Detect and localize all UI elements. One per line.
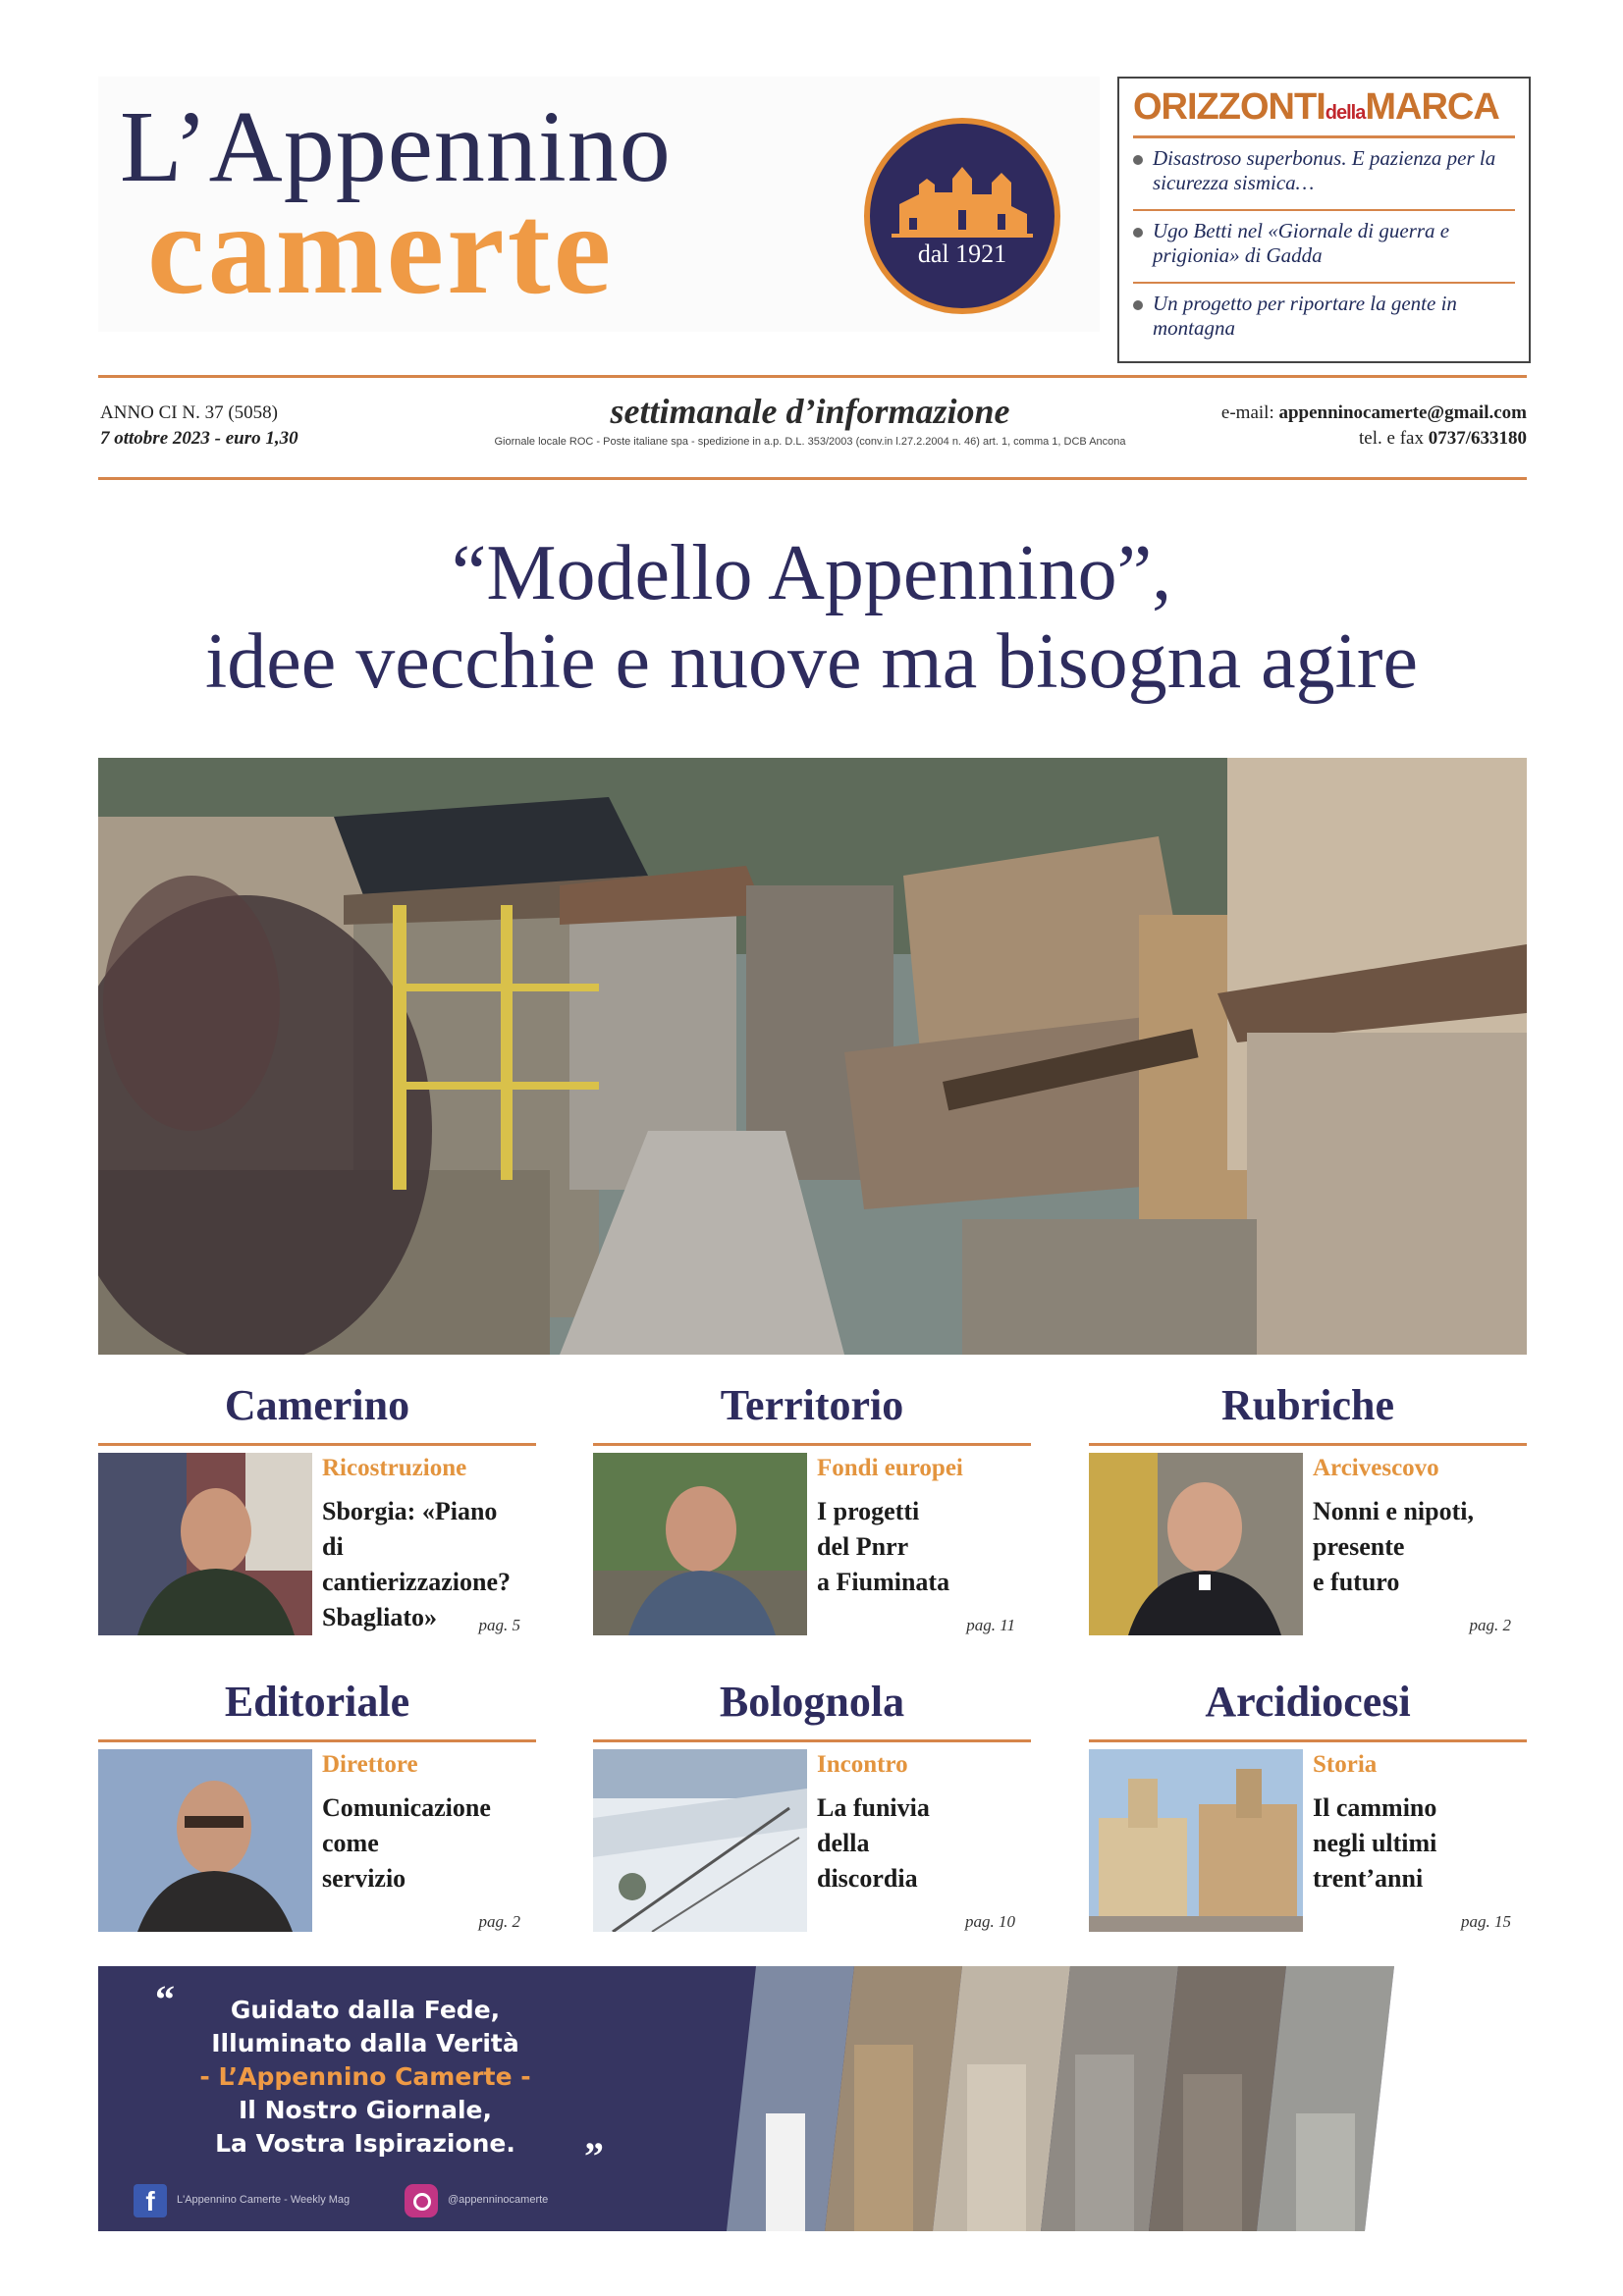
orizzonti-item-text: Disastroso superbonus. E pazienza per la sicurezza sismica… [1153, 146, 1496, 195]
seal-emblem [864, 118, 1060, 314]
churches-photo [1089, 1749, 1303, 1932]
logo-title: L’Appennino [120, 90, 672, 203]
slogan-line: Illuminato dalla Verità [211, 2029, 519, 2057]
section-category: Fondi europei [817, 1455, 963, 1481]
teaser-line: Comunicazione [322, 1793, 491, 1822]
banner-photo-collage [727, 1966, 1527, 2231]
issue-kicker-block [461, 391, 1159, 448]
slogan-line: Il Nostro Giornale, [239, 2096, 492, 2124]
divider [98, 1443, 536, 1446]
teaser-line: di cantierizzazione? [322, 1531, 512, 1596]
teaser-line: La funivia [817, 1793, 930, 1822]
phone-label: tel. e fax [1359, 427, 1424, 449]
orizzonti-item[interactable] [1133, 292, 1515, 347]
headline-line1: “Modello Appennino”, [451, 530, 1172, 616]
page-reference: pag. 5 [478, 1616, 520, 1634]
orizzonti-logo [1133, 88, 1515, 126]
teaser-line: trent’anni [1313, 1863, 1424, 1893]
masthead-logo [98, 77, 1100, 332]
email-line [1139, 400, 1527, 426]
teaser-line: e futuro [1313, 1567, 1400, 1596]
section-teaser [817, 1494, 1028, 1600]
slogan-line: Guidato dalla Fede, [230, 1996, 501, 2024]
bullet-icon [1133, 155, 1143, 165]
slogan-line: - L’Appennino Camerte - [199, 2062, 531, 2091]
teaser-line: Nonni e nipoti, [1313, 1497, 1474, 1525]
section-teaser [1313, 1790, 1524, 1896]
orizzonti-item[interactable] [1133, 219, 1515, 274]
orizzonti-item-text: Ugo Betti nel «Giornale di guerra e prigionia» di Gadda [1153, 219, 1450, 268]
page-reference: pag. 2 [1469, 1616, 1511, 1634]
divider [1133, 282, 1515, 284]
card-photo-portrait [98, 1453, 312, 1635]
teaser-line: del Pnrr [817, 1531, 909, 1561]
section-title: Territorio [720, 1381, 904, 1429]
section-title: Bolognola [719, 1678, 905, 1726]
phone-line [1139, 426, 1527, 452]
section-title: Arcidiocesi [1205, 1678, 1411, 1726]
section-category: Ricostruzione [322, 1455, 467, 1481]
email-link[interactable]: appenninocamerte@gmail.com [1278, 402, 1527, 423]
section-card-editoriale[interactable] [98, 1678, 536, 1931]
instagram-icon[interactable] [405, 2184, 438, 2217]
main-headline[interactable] [79, 530, 1544, 706]
divider [1133, 209, 1515, 211]
close-quote-mark: ” [584, 2134, 604, 2178]
instagram-handle[interactable]: @appenninocamerte [448, 2194, 549, 2206]
section-card-camerino[interactable] [98, 1381, 536, 1634]
teaser-line: I progetti [817, 1497, 920, 1525]
page-reference: pag. 15 [1461, 1912, 1511, 1931]
headline-line2: idee vecchie e nuove ma bisogna agire [205, 617, 1418, 705]
card-photo-portrait [98, 1749, 312, 1932]
bullet-icon [1133, 300, 1143, 310]
divider [593, 1443, 1031, 1446]
issue-info [100, 400, 298, 451]
page-reference: pag. 11 [966, 1616, 1015, 1634]
divider [1089, 1739, 1527, 1742]
orizzonti-title-part1: ORIZZONTI [1133, 86, 1325, 128]
main-photo-earthquake-village[interactable] [98, 758, 1527, 1355]
orizzonti-title-part3: MARCA [1365, 86, 1499, 128]
orizzonti-item-text: Un progetto per riportare la gente in montagna [1153, 292, 1457, 341]
seal-caption: dal 1921 [917, 240, 1007, 268]
teaser-line: Il cammino [1313, 1793, 1437, 1822]
card-photo-landscape [593, 1749, 807, 1932]
section-category: Direttore [322, 1751, 418, 1778]
banner-slogan [159, 1994, 571, 2161]
card-photo-portrait [593, 1453, 807, 1635]
person-photo [98, 1453, 312, 1635]
facebook-icon[interactable]: f [134, 2184, 167, 2217]
orizzonti-item[interactable] [1133, 146, 1515, 201]
section-title: Editoriale [224, 1678, 410, 1726]
teaser-line: come [322, 1828, 379, 1857]
person-photo [98, 1749, 312, 1932]
section-category: Storia [1313, 1751, 1378, 1778]
section-card-arcidiocesi[interactable] [1089, 1678, 1527, 1931]
issue-date-price: 7 ottobre 2023 - euro 1,30 [100, 427, 298, 449]
section-title: Rubriche [1221, 1381, 1394, 1429]
slogan-line: La Vostra Ispirazione. [215, 2129, 515, 2158]
phone-number: 0737/633180 [1428, 427, 1527, 449]
teaser-line: discordia [817, 1863, 918, 1893]
teaser-line: Sborgia: «Piano [322, 1497, 498, 1525]
person-photo [1089, 1453, 1303, 1635]
logo-subtitle: camerte [147, 177, 615, 321]
section-teaser [817, 1790, 1028, 1896]
promo-banner[interactable] [98, 1966, 1527, 2231]
section-teaser [322, 1790, 533, 1896]
section-card-bolognola[interactable] [593, 1678, 1031, 1931]
section-card-rubriche[interactable] [1089, 1381, 1527, 1634]
section-category: Incontro [817, 1751, 908, 1778]
section-teaser [322, 1494, 533, 1635]
card-photo-portrait [1089, 1453, 1303, 1635]
section-title: Camerino [224, 1381, 410, 1429]
page-reference: pag. 2 [478, 1912, 520, 1931]
card-photo-landscape [1089, 1749, 1303, 1932]
orizzonti-box [1117, 77, 1531, 363]
publication-kicker: settimanale d’informazione [610, 392, 1010, 431]
section-category: Arcivescovo [1313, 1455, 1439, 1481]
teaser-line: della [817, 1828, 870, 1857]
divider [593, 1739, 1031, 1742]
divider [98, 1739, 536, 1742]
teaser-line: presente [1313, 1531, 1405, 1561]
facebook-handle[interactable]: L'Appennino Camerte - Weekly Mag [177, 2194, 351, 2206]
contact-info [1139, 400, 1527, 451]
teaser-line: Sbagliato» [322, 1602, 438, 1631]
section-card-territorio[interactable] [593, 1381, 1031, 1634]
open-quote-mark: “ [155, 1977, 175, 2021]
orizzonti-title-part2: della [1325, 102, 1366, 124]
ruined-village-image [98, 758, 1527, 1355]
bullet-icon [1133, 228, 1143, 238]
divider [1089, 1443, 1527, 1446]
snowy-cableway-photo [593, 1749, 807, 1932]
divider [1133, 135, 1515, 138]
issue-number: ANNO CI N. 37 (5058) [100, 402, 279, 423]
teaser-line: a Fiuminata [817, 1567, 950, 1596]
masthead-rule-top [98, 375, 1527, 378]
section-teaser [1313, 1494, 1524, 1600]
teaser-line: negli ultimi [1313, 1828, 1437, 1857]
person-photo [593, 1453, 807, 1635]
masthead-rule-bottom [98, 477, 1527, 480]
postal-fineprint: Giornale locale ROC - Poste italiane spa - spedizione in a.p. D.L. 353/2003 (conv.in l.27.2.2004 n. 46) art. 1, comma 1, DCB Ancona [494, 436, 1126, 448]
email-label: e-mail: [1220, 402, 1274, 423]
teaser-line: servizio [322, 1863, 406, 1893]
page-reference: pag. 10 [965, 1912, 1015, 1931]
town-skyline-icon [870, 124, 1055, 308]
